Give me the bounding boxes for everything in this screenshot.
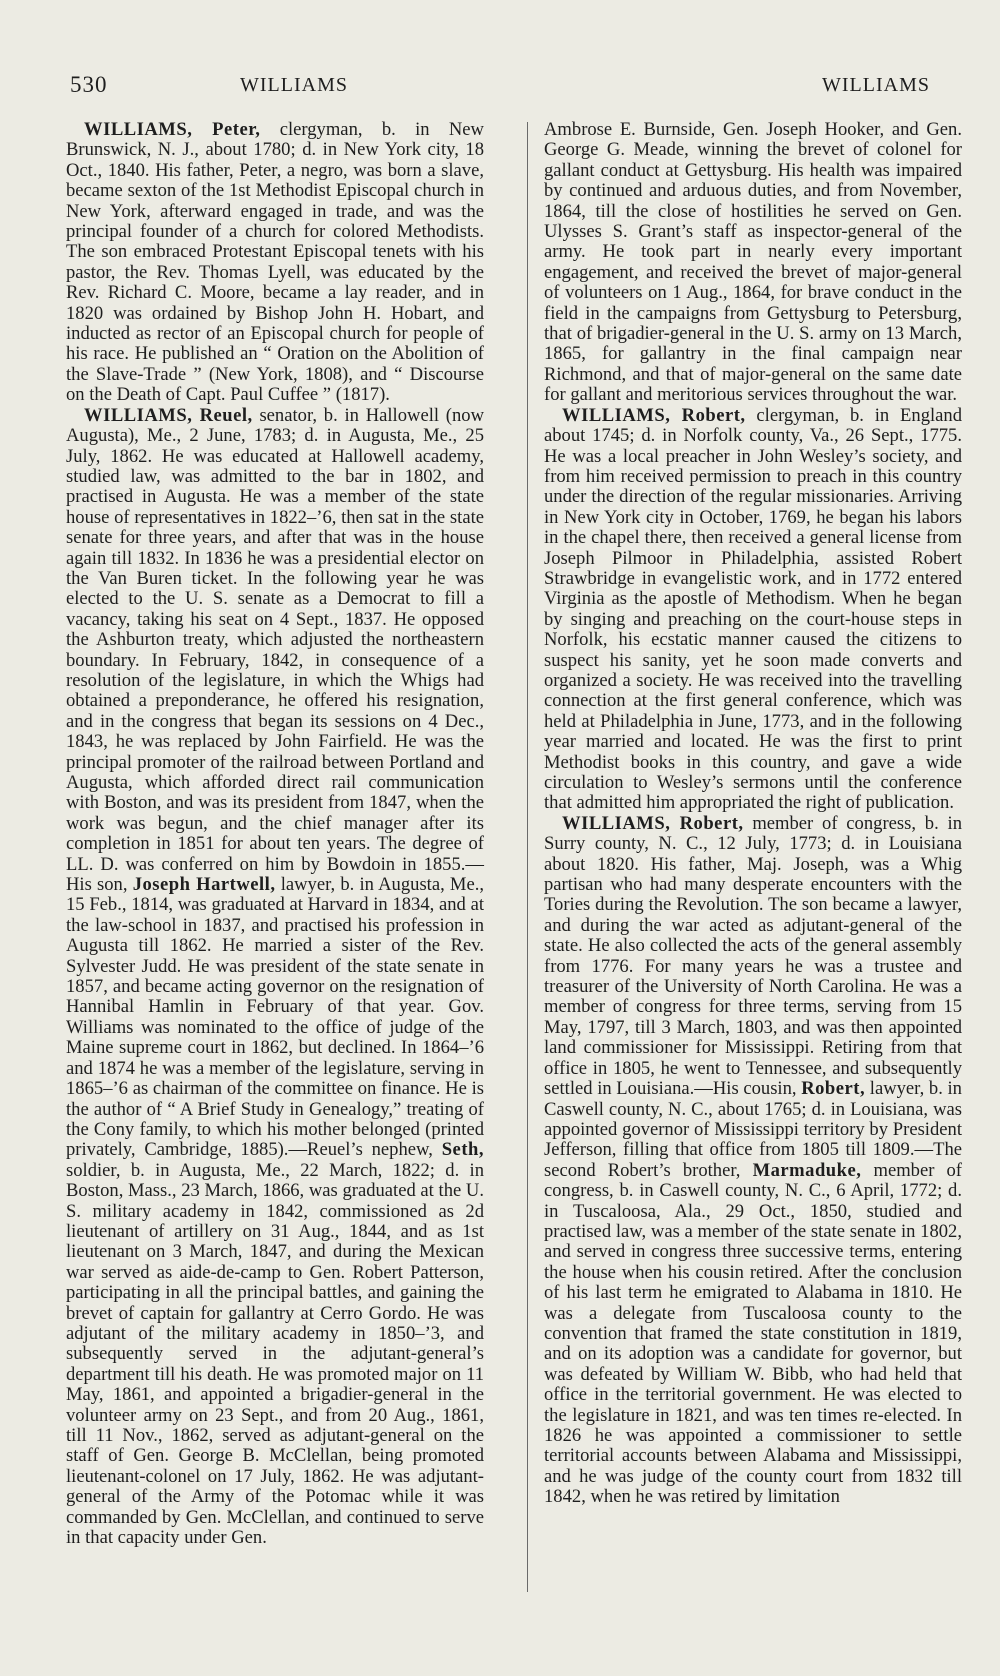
entry-body: lawyer, b. in Caswell county, N. C., about 1765; d. in Louisiana, was appointed governor of Mississippi territory by President Jefferson, filling that office from 1805 till 1809.—The second Robert’s brother, [544, 1078, 962, 1181]
entry-body: member of congress, b. in Caswell county, N. C., 6 April, 1772; d. in Tuscaloosa, Ala., 29 Oct., 1850, studied and practised law, was a member of the state senate in 1802, and served in congress three successive terms, entering the house when his cousin retired. After the conclusion of his last term he emigrated to Alabama in 1810. He was a delegate from Tuscaloosa county to the convention that framed the state constitution in 1819, and on its adoption was a candidate for governor, but was defeated by William W. Bibb, who had held that office in the territorial government. He was elected to the legislature in 1821, and was ten times re-elected. In 1826 he was appointed a commissioner to settle territorial accounts between Alabama and Mississippi, and he was judge of the county court from 1832 till 1842, when he was retired by limitation [544, 1159, 962, 1508]
right-column [544, 120, 962, 1508]
entry-body: lawyer, b. in Augusta, Me., 15 Feb., 1814, was graduated at Harvard in 1834, and at the law-school in 1837, and practised his profession in Augusta till 1862. He married a sister of the Rev. Sylvester Judd. He was president of the state senate in 1857, and became acting governor on the resignation of Hannibal Hamlin in February of that year. Gov. Williams was nominated to the office of judge of the Maine supreme court in 1862, but declined. In 1864–’6 and 1874 he was a member of the legislature, serving in 1865–’6 as chairman of the committee on finance. He is the author of “ A Brief Study in Genealogy,” treating of the Cony family, to which his mother belonged (printed privately, Cambridge, 1885).—Reuel’s nephew, [66, 874, 485, 1161]
page-number: 530 [70, 72, 108, 97]
running-header [70, 72, 930, 102]
sub-entry-heading: Seth, [441, 1139, 484, 1161]
left-column [66, 120, 484, 1548]
entry-body: clergyman, b. in England about 1745; d. in Norfolk county, Va., 26 Sept., 1775. He was a local preacher in John Wesley’s society, and from him received permission to preach in this country under the direction of the regular missionaries. Arriving in New York city in October, 1769, he began his labors in the chapel there, then received a general license from Joseph Pilmoor in Philadelphia, assisted Robert Strawbridge in evangelistic work, and in 1772 entered Virginia as the apostle of Methodism. When he began by singing and preaching on the court-house steps in Norfolk, his ecstatic manner caused the citizens to suspect his sanity, yet he soon made converts and organized a society. He was received into the travelling connection at the first general conference, which was held at Philadelphia in June, 1773, and in the following year married and located. He was the first to print Methodist books in this country, and gave a wide circulation to Wesley’s sermons until the conference that admitted him appropriated the right of publication. [544, 404, 963, 814]
entry-heading: WILLIAMS, Peter, [84, 119, 261, 140]
sub-entry-heading: Robert, [801, 1078, 866, 1100]
entry-body: soldier, b. in Augusta, Me., 22 March, 1822; d. in Boston, Mass., 23 March, 1866, was graduated at the U. S. military academy in 1842, commissioned as 2d lieutenant of artillery on 31 Aug., 1844, and as 1st lieutenant on 3 March, 1847, and during the Mexican war served as aide-de-camp to Gen. Robert Patterson, participating in all the principal battles, and gaining the brevet of captain for gallantry at Cerro Gordo. He was adjutant of the military academy in 1850–’3, and subsequently served in the adjutant-general’s department till his death. He was promoted major on 11 May, 1861, and appointed a brigadier-general in the volunteer army on 23 Sept., and from 20 Aug., 1861, till 11 Nov., 1862, served as adjutant-general on the staff of Gen. George B. McClellan, being promoted lieutenant-colonel on 17 July, 1862. He was adjutant-general of the Army of the Potomac while it was commanded by Gen. McClellan, and continued to serve in that capacity under Gen. [66, 1159, 484, 1549]
entry-heading: WILLIAMS, Reuel, [84, 404, 253, 426]
entry-continuation [544, 120, 962, 406]
sub-entry-heading: Joseph Hartwell, [132, 874, 276, 896]
column-divider [527, 122, 528, 1592]
entry-peter-williams [66, 120, 484, 406]
running-head-left: WILLIAMS [240, 74, 348, 96]
sub-entry-heading: Marmaduke, [752, 1159, 862, 1181]
entry-body: clergyman, b. in New Brunswick, N. J., about 1780; d. in New York city, 18 Oct., 1840. His father, Peter, a negro, was born a slave, became sexton of the 1st Methodist Episcopal church in New York, afterward engaged in trade, and was the principal founder of a church for colored Methodists. The son embraced Protestant Episcopal tenets with his pastor, the Rev. Thomas Lyell, was educated by the Rev. Richard C. Moore, became a lay reader, and in 1820 was ordained by Bishop John H. Hobart, and inducted as rector of an Episcopal church for people of his race. He published an “ Oration on the Abolition of the Slave-Trade ” (New York, 1808), and “ Discourse on the Death of Capt. Paul Cuffee ” (1817). [66, 119, 484, 406]
entry-body: member of congress, b. in Surry county, N. C., 12 July, 1773; d. in Louisiana about 1820. His father, Maj. Joseph, was a Whig partisan who had many desperate encounters with the Tories during the Revolution. The son became a lawyer, and during the war acted as adjutant-general of the state. He also collected the acts of the general assembly from 1776. For many years he was a trustee and treasurer of the University of North Carolina. He was a member of congress for three terms, serving from 15 May, 1797, till 3 March, 1803, and was then appointed land commissioner for Mississippi. Retiring from that office in 1805, he went to Tennessee, and subsequently settled in Louisiana.—His cousin, [544, 812, 962, 1100]
running-head-right: WILLIAMS [822, 74, 930, 96]
entry-body: senator, b. in Hallowell (now Augusta), Me., 2 June, 1783; d. in Augusta, Me., 25 July, 1862. He was educated at Hallowell academy, studied law, was admitted to the bar in 1802, and practised in Augusta. He was a member of the state house of representatives in 1822–’6, then sat in the state senate for three years, and after that was in the house again till 1832. In 1836 he was a presidential elector on the Van Buren ticket. In the following year he was elected to the U. S. senate as a Democrat to fill a vacancy, taking his seat on 4 Sept., 1837. He opposed the Ashburton treaty, which adjusted the northeastern boundary. In February, 1842, in consequence of a resolution of the legislature, in which the Whigs had obtained a preponderance, he offered his resignation, and in the congress that began its sessions on 4 Dec., 1843, he was replaced by John Fairfield. He was the principal promoter of the railroad between Portland and Augusta, which afforded direct rail communication with Boston, and was its president from 1847, when the work was begun, and the chief manager after its completion in 1851 for about ten years. The degree of LL. D. was conferred on him by Bowdoin in 1855.—His son, [66, 404, 484, 896]
entry-robert-williams-clergyman [544, 406, 962, 814]
entry-heading: WILLIAMS, Robert, [562, 812, 744, 834]
entry-heading: WILLIAMS, Robert, [562, 404, 746, 426]
entry-reuel-williams [66, 406, 484, 1549]
entry-robert-williams-congress [544, 814, 962, 1508]
entry-body: Ambrose E. Burnside, Gen. Joseph Hooker, and Gen. George G. Meade, winning the brevet of colonel for gallant conduct at Gettysburg. His health was impaired by continued and arduous duties, and from November, 1864, till the close of hostilities he served on Gen. Ulysses S. Grant’s staff as inspector-general of the army. He took part in nearly every important engagement, and received the brevet of major-general of volunteers on 1 Aug., 1864, for brave conduct in the field in the campaigns from Gettysburg to Petersburg, that of brigadier-general in the U. S. army on 13 March, 1865, for gallantry in the final campaign near Richmond, and that of major-general on the same date for gallant and meritorious services throughout the war. [544, 119, 962, 406]
